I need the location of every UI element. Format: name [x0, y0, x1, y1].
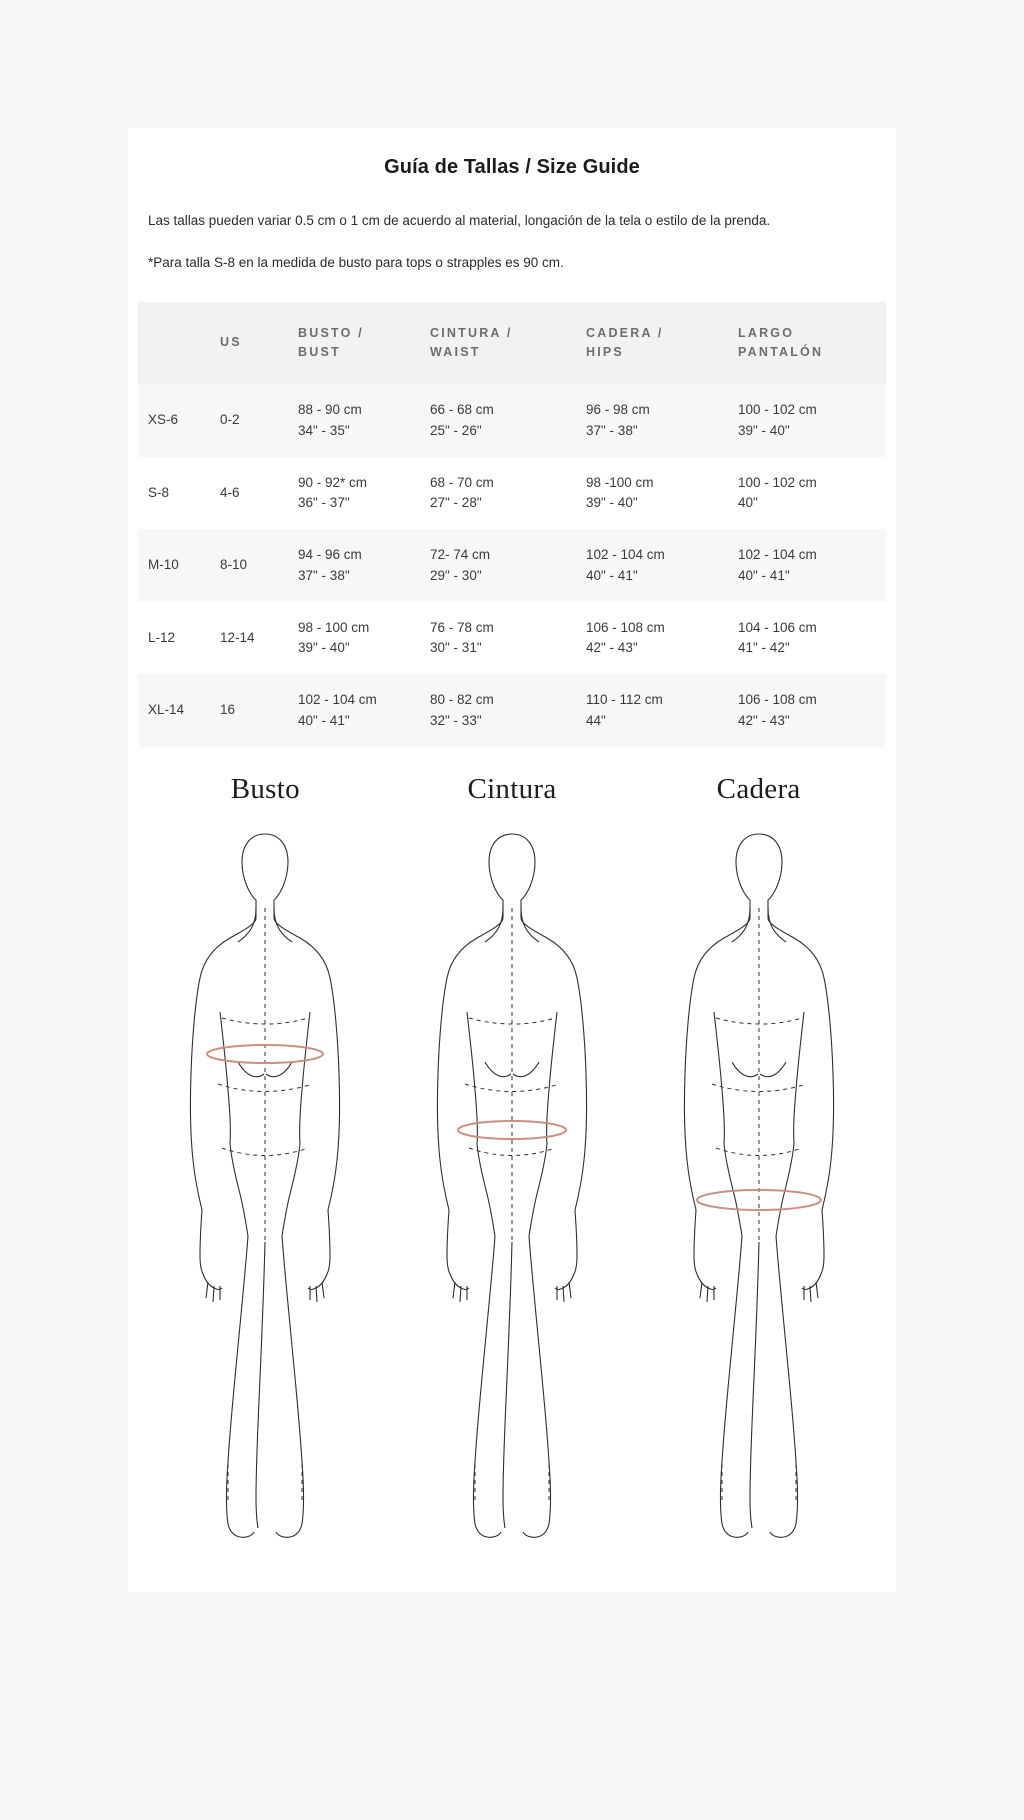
- cell-bust-cm: 98 - 100 cm: [298, 619, 370, 635]
- cell-inseam: [728, 674, 886, 747]
- figure-hips-label: Cadera: [716, 772, 801, 805]
- cell-bust: [288, 457, 420, 530]
- header-inseam: [728, 302, 886, 385]
- cell-waist: [420, 602, 576, 675]
- cell-bust-cm: 88 - 90 cm: [298, 402, 362, 418]
- header-bust-line2: BUST: [298, 344, 341, 359]
- cell-size: L-12: [148, 629, 176, 645]
- table-row: [138, 674, 886, 747]
- body-illustration-waist: [407, 812, 617, 1552]
- size-table-head: [138, 302, 886, 385]
- header-waist-line2: WAIST: [430, 344, 481, 359]
- measurement-figures: [128, 747, 896, 1592]
- cell-hips-cm: 98 -100 cm: [586, 474, 654, 490]
- cell-size: S-8: [148, 484, 170, 500]
- cell-bust-in: 34" - 35": [298, 422, 350, 438]
- note-s8-bust: *Para talla S-8 en la medida de busto para tops o strapples es 90 cm.: [148, 255, 564, 271]
- header-waist: [420, 302, 576, 385]
- header-inseam-line2: PANTALÓN: [738, 344, 824, 359]
- cell-bust: [288, 602, 420, 675]
- cell-hips-cm: 106 - 108 cm: [586, 619, 665, 635]
- cell-waist-in: 25" - 26": [430, 422, 482, 438]
- cell-waist-cm: 72- 74 cm: [430, 547, 491, 563]
- cell-bust-in: 40" - 41": [298, 712, 350, 728]
- figure-bust-label: Busto: [230, 772, 300, 805]
- header-hips: [576, 302, 728, 385]
- body-illustration-hips: [654, 812, 864, 1552]
- figure-hips: [647, 773, 871, 1552]
- header-hips-line1: CADERA /: [586, 325, 664, 340]
- figure-waist-label: Cintura: [467, 772, 557, 805]
- cell-waist-cm: 80 - 82 cm: [430, 692, 494, 708]
- cell-inseam-in: 39" - 40": [738, 422, 790, 438]
- note-variation: Las tallas pueden variar 0.5 cm o 1 cm de acuerdo al material, longación de la tela o estilo de la prenda.: [148, 213, 771, 228]
- cell-inseam: [728, 457, 886, 530]
- header-size: [138, 302, 210, 385]
- cell-waist-in: 32" - 33": [430, 712, 482, 728]
- cell-hips-cm: 110 - 112 cm: [586, 692, 663, 708]
- body-illustration-bust: [160, 812, 370, 1552]
- cell-inseam: [728, 529, 886, 602]
- cell-inseam-cm: 106 - 108 cm: [738, 692, 817, 708]
- page-title: Guía de Tallas / Size Guide: [384, 156, 640, 178]
- cell-waist: [420, 674, 576, 747]
- cell-hips: [576, 529, 728, 602]
- cell-waist: [420, 529, 576, 602]
- figure-bust: [153, 773, 377, 1552]
- size-table: [138, 302, 886, 747]
- cell-hips-in: 37" - 38": [586, 422, 638, 438]
- cell-inseam-cm: 104 - 106 cm: [738, 619, 817, 635]
- cell-hips: [576, 457, 728, 530]
- cell-inseam: [728, 384, 886, 457]
- cell-hips-in: 39" - 40": [586, 495, 638, 510]
- cell-inseam-cm: 100 - 102 cm: [738, 474, 817, 490]
- header-bust-line1: BUSTO /: [298, 325, 364, 340]
- cell-us: 8-10: [220, 557, 248, 573]
- header-hips-line2: HIPS: [586, 344, 624, 359]
- cell-bust: [288, 529, 420, 602]
- cell-inseam-in: 42" - 43": [738, 712, 790, 728]
- cell-inseam-in: 40" - 41": [738, 567, 790, 583]
- cell-bust-cm: 94 - 96 cm: [298, 547, 362, 563]
- cell-inseam-in: 40": [738, 495, 758, 510]
- cell-waist-in: 29" - 30": [430, 567, 482, 583]
- header-bust: [288, 302, 420, 385]
- table-header-row: [138, 302, 886, 385]
- cell-us: 12-14: [220, 629, 255, 645]
- cell-bust-cm: 102 - 104 cm: [298, 692, 377, 708]
- cell-bust: [288, 674, 420, 747]
- cell-inseam-cm: 100 - 102 cm: [738, 402, 817, 418]
- cell-hips-cm: 96 - 98 cm: [586, 402, 650, 418]
- figure-waist: [400, 773, 624, 1552]
- table-row: [138, 457, 886, 530]
- cell-us: 4-6: [220, 484, 240, 500]
- cell-hips: [576, 384, 728, 457]
- cell-hips-in: 44": [586, 712, 606, 728]
- cell-size: M-10: [148, 557, 179, 573]
- cell-us: 16: [220, 702, 236, 718]
- cell-size: XL-14: [148, 702, 185, 718]
- cell-bust: [288, 384, 420, 457]
- cell-bust-cm: 90 - 92* cm: [298, 474, 368, 490]
- cell-hips-cm: 102 - 104 cm: [586, 547, 665, 563]
- header-us: US: [220, 335, 242, 350]
- cell-size: XS-6: [148, 412, 179, 428]
- table-row: [138, 384, 886, 457]
- table-row: [138, 602, 886, 675]
- cell-hips: [576, 674, 728, 747]
- cell-waist-in: 27" - 28": [430, 495, 482, 510]
- cell-us: 0-2: [220, 412, 240, 428]
- cell-waist: [420, 457, 576, 530]
- size-table-body: [138, 384, 886, 747]
- cell-inseam-cm: 102 - 104 cm: [738, 547, 817, 563]
- cell-bust-in: 37" - 38": [298, 567, 350, 583]
- cell-waist-cm: 76 - 78 cm: [430, 619, 494, 635]
- cell-inseam-in: 41" - 42": [738, 640, 790, 655]
- header-inseam-line1: LARGO: [738, 325, 795, 340]
- cell-waist-in: 30" - 31": [430, 640, 482, 655]
- cell-inseam: [728, 602, 886, 675]
- size-guide-page: [128, 128, 896, 1592]
- table-row: [138, 529, 886, 602]
- header-waist-line1: CINTURA /: [430, 325, 513, 340]
- cell-waist-cm: 66 - 68 cm: [430, 402, 494, 418]
- cell-bust-in: 36" - 37": [298, 495, 350, 510]
- cell-hips-in: 40" - 41": [586, 567, 638, 583]
- cell-waist: [420, 384, 576, 457]
- cell-waist-cm: 68 - 70 cm: [430, 474, 494, 490]
- cell-bust-in: 39" - 40": [298, 640, 350, 655]
- cell-hips-in: 42" - 43": [586, 640, 638, 655]
- cell-hips: [576, 602, 728, 675]
